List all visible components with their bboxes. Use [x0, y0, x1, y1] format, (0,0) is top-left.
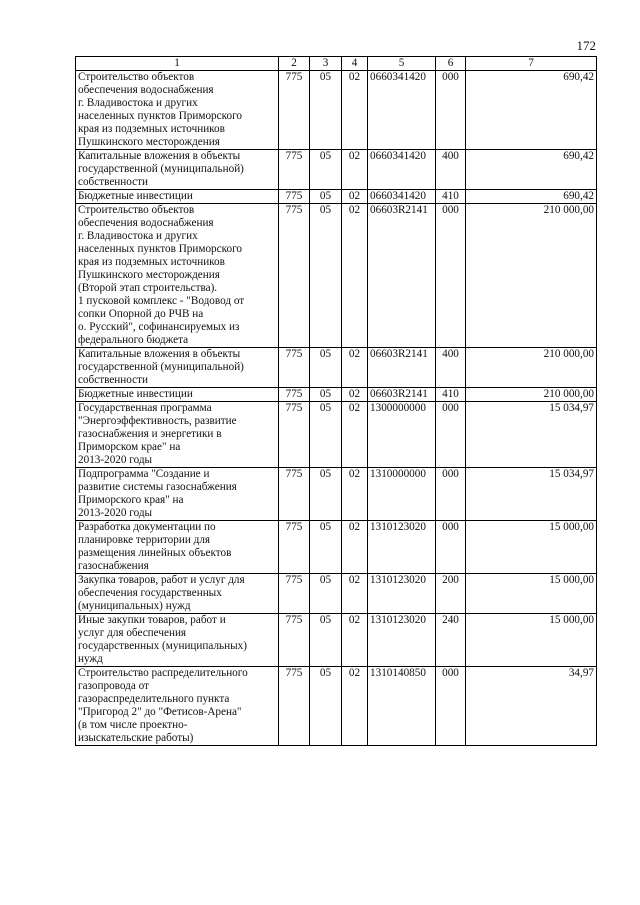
- row-name-cell: Капитальные вложения в объекты государственной (муниципальной) собственности: [76, 150, 279, 190]
- subsection-code-cell: 02: [342, 190, 368, 204]
- table-row: [76, 204, 597, 348]
- ministry-code-cell: 775: [279, 150, 310, 190]
- table-row: [76, 468, 597, 521]
- table-row: [76, 574, 597, 614]
- column-header: 2: [279, 57, 310, 71]
- column-number-row: [76, 57, 597, 71]
- subsection-code-cell: 02: [342, 150, 368, 190]
- table-row: [76, 521, 597, 574]
- section-code-cell: 05: [310, 204, 342, 348]
- expense-type-cell: 000: [436, 402, 466, 468]
- ministry-code-cell: 775: [279, 190, 310, 204]
- amount-cell: 15 000,00: [466, 614, 597, 667]
- subsection-code-cell: 02: [342, 667, 368, 746]
- expense-type-cell: 200: [436, 574, 466, 614]
- ministry-code-cell: 775: [279, 667, 310, 746]
- section-code-cell: 05: [310, 348, 342, 388]
- table-row: [76, 614, 597, 667]
- subsection-code-cell: 02: [342, 468, 368, 521]
- subsection-code-cell: 02: [342, 521, 368, 574]
- table-row: [76, 150, 597, 190]
- subsection-code-cell: 02: [342, 574, 368, 614]
- ministry-code-cell: 775: [279, 348, 310, 388]
- amount-cell: 690,42: [466, 71, 597, 150]
- row-name-cell: Капитальные вложения в объекты государственной (муниципальной) собственности: [76, 348, 279, 388]
- target-article-cell: 1300000000: [368, 402, 436, 468]
- row-name-cell: Иные закупки товаров, работ и услуг для обеспечения государственных (муниципальных) нужд: [76, 614, 279, 667]
- expense-type-cell: 000: [436, 667, 466, 746]
- subsection-code-cell: 02: [342, 71, 368, 150]
- row-name-cell: Закупка товаров, работ и услуг для обеспечения государственных (муниципальных) нужд: [76, 574, 279, 614]
- row-name-cell: Государственная программа "Энергоэффективность, развитие газоснабжения и энергетики в Приморском крае" на 2013-2020 годы: [76, 402, 279, 468]
- column-header: 5: [368, 57, 436, 71]
- subsection-code-cell: 02: [342, 614, 368, 667]
- column-header: 3: [310, 57, 342, 71]
- target-article-cell: 06603R2141: [368, 348, 436, 388]
- table-row: [76, 348, 597, 388]
- row-name-cell: Строительство объектов обеспечения водоснабжения г. Владивостока и других населенных пунктов Приморского края из подземных источников Пушкинского месторождения: [76, 71, 279, 150]
- expense-type-cell: 000: [436, 71, 466, 150]
- row-name-cell: Строительство объектов обеспечения водоснабжения г. Владивостока и других населенных пунктов Приморского края из подземных источников Пушкинского месторождения (Второй этап строительства). 1 пусковой комплекс - "Водовод от сопки Опорной до РЧВ на о. Русский", софинансируемых из федерального бюджета: [76, 204, 279, 348]
- row-name-cell: Бюджетные инвестиции: [76, 190, 279, 204]
- ministry-code-cell: 775: [279, 468, 310, 521]
- expense-type-cell: 240: [436, 614, 466, 667]
- column-header: 6: [436, 57, 466, 71]
- target-article-cell: 0660341420: [368, 150, 436, 190]
- target-article-cell: 06603R2141: [368, 204, 436, 348]
- ministry-code-cell: 775: [279, 521, 310, 574]
- amount-cell: 34,97: [466, 667, 597, 746]
- table-row: [76, 190, 597, 204]
- section-code-cell: 05: [310, 468, 342, 521]
- amount-cell: 210 000,00: [466, 388, 597, 402]
- target-article-cell: 1310140850: [368, 667, 436, 746]
- row-name-cell: Бюджетные инвестиции: [76, 388, 279, 402]
- table-row: [76, 667, 597, 746]
- table-body: [76, 71, 597, 746]
- row-name-cell: Строительство распределительного газопровода от газораспределительного пункта "Пригород 2" до "Фетисов-Арена" (в том числе проектно- изыскательские работы): [76, 667, 279, 746]
- expense-type-cell: 400: [436, 348, 466, 388]
- target-article-cell: 0660341420: [368, 190, 436, 204]
- amount-cell: 690,42: [466, 190, 597, 204]
- section-code-cell: 05: [310, 614, 342, 667]
- subsection-code-cell: 02: [342, 204, 368, 348]
- section-code-cell: 05: [310, 190, 342, 204]
- amount-cell: 690,42: [466, 150, 597, 190]
- section-code-cell: 05: [310, 574, 342, 614]
- column-header: 7: [466, 57, 597, 71]
- table-row: [76, 71, 597, 150]
- row-name-cell: Разработка документации по планировке территории для размещения линейных объектов газоснабжения: [76, 521, 279, 574]
- table-row: [76, 402, 597, 468]
- target-article-cell: 1310123020: [368, 574, 436, 614]
- target-article-cell: 06603R2141: [368, 388, 436, 402]
- budget-table: [75, 56, 597, 746]
- amount-cell: 210 000,00: [466, 348, 597, 388]
- ministry-code-cell: 775: [279, 614, 310, 667]
- target-article-cell: 1310123020: [368, 521, 436, 574]
- subsection-code-cell: 02: [342, 348, 368, 388]
- section-code-cell: 05: [310, 388, 342, 402]
- section-code-cell: 05: [310, 667, 342, 746]
- target-article-cell: 1310000000: [368, 468, 436, 521]
- subsection-code-cell: 02: [342, 388, 368, 402]
- ministry-code-cell: 775: [279, 402, 310, 468]
- expense-type-cell: 000: [436, 204, 466, 348]
- amount-cell: 15 000,00: [466, 574, 597, 614]
- amount-cell: 15 034,97: [466, 402, 597, 468]
- subsection-code-cell: 02: [342, 402, 368, 468]
- expense-type-cell: 400: [436, 150, 466, 190]
- table-row: [76, 388, 597, 402]
- section-code-cell: 05: [310, 71, 342, 150]
- ministry-code-cell: 775: [279, 574, 310, 614]
- ministry-code-cell: 775: [279, 204, 310, 348]
- row-name-cell: Подпрограмма "Создание и развитие системы газоснабжения Приморского края" на 2013-2020 годы: [76, 468, 279, 521]
- section-code-cell: 05: [310, 521, 342, 574]
- page-number: 172: [576, 38, 596, 53]
- expense-type-cell: 410: [436, 388, 466, 402]
- target-article-cell: 0660341420: [368, 71, 436, 150]
- expense-type-cell: 000: [436, 521, 466, 574]
- amount-cell: 210 000,00: [466, 204, 597, 348]
- amount-cell: 15 034,97: [466, 468, 597, 521]
- column-header: 4: [342, 57, 368, 71]
- amount-cell: 15 000,00: [466, 521, 597, 574]
- column-header: 1: [76, 57, 279, 71]
- ministry-code-cell: 775: [279, 71, 310, 150]
- ministry-code-cell: 775: [279, 388, 310, 402]
- expense-type-cell: 410: [436, 190, 466, 204]
- section-code-cell: 05: [310, 150, 342, 190]
- target-article-cell: 1310123020: [368, 614, 436, 667]
- section-code-cell: 05: [310, 402, 342, 468]
- expense-type-cell: 000: [436, 468, 466, 521]
